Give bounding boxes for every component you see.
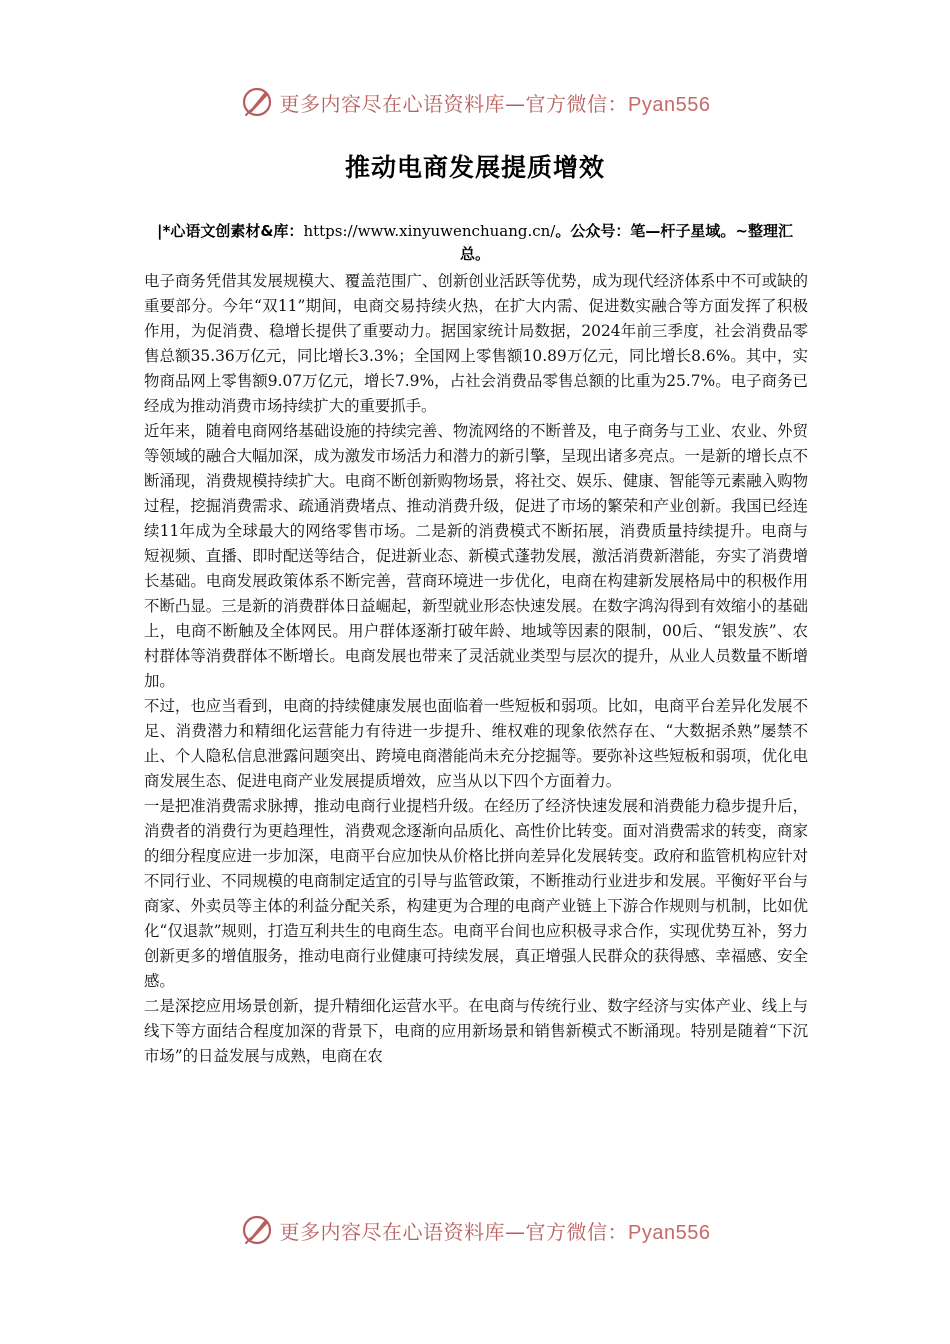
quill-pen-logo-icon xyxy=(240,85,274,119)
paragraph: 电子商务凭借其发展规模大、覆盖范围广、创新创业活跃等优势，成为现代经济体系中不可或缺的重要部分。今年“双11”期间，电商交易持续火热，在扩大内需、促进数实融合等方面发挥了积极作用，为促消费、稳增长提供了重要动力。据国家统计局数据，2024年前三季度，社会消费品零售总额35.36万亿元，同比增长3.3%；全国网上零售额10.89万亿元，同比增长8.6%。其中，实物商品网上零售额9.07万亿元，增长7.9%，占社会消费品零售总额的比重为25.7%。电子商务已经成为推动消费市场持续扩大的重要抓手。 xyxy=(144,272,808,415)
footer-banner xyxy=(0,1210,950,1250)
article-body xyxy=(144,269,808,1069)
header-banner xyxy=(0,82,950,122)
source-line xyxy=(143,220,807,266)
page-title: 推动电商发展提质增效 xyxy=(344,153,605,182)
paragraph: 二是深挖应用场景创新，提升精细化运营水平。在电商与传统行业、数字经济与实体产业、线上与线下等方面结合程度加深的背景下，电商的应用新场景和销售新模式不断涌现。特别是随着“下沉市场”的日益发展与成熟，电商在农 xyxy=(144,997,808,1065)
paragraph: 一是把准消费需求脉搏，推动电商行业提档升级。在经历了经济快速发展和消费能力稳步提升后，消费者的消费行为更趋理性，消费观念逐渐向品质化、高性价比转变。面对消费需求的转变，商家的细分程度应进一步加深，电商平台应加快从价格比拼向差异化发展转变。政府和监管机构应针对不同行业、不同规模的电商制定适宜的引导与监管政策，不断推动行业进步和发展。平衡好平台与商家、外卖员等主体的利益分配关系，构建更为合理的电商产业链上下游合作规则与机制，比如优化“仅退款”规则，打造互利共生的电商生态。电商平台间也应积极寻求合作，实现优势互补，努力创新更多的增值服务，推动电商行业健康可持续发展，真正增强人民群众的获得感、幸福感、安全感。 xyxy=(144,797,808,990)
banner-handle: Pyan556 xyxy=(628,93,711,116)
banner-text: 更多内容尽在心语资料库—官方微信：Pyan556 xyxy=(279,91,711,116)
paragraph: 不过，也应当看到，电商的持续健康发展也面临着一些短板和弱项。比如，电商平台差异化发展不足、消费潜力和精细化运营能力有待进一步提升、维权难的现象依然存在、“大数据杀熟”屡禁不止、个人隐私信息泄露问题突出、跨境电商潜能尚未充分挖掘等。要弥补这些短板和弱项，优化电商发展生态、促进电商产业发展提质增效，应当从以下四个方面着力。 xyxy=(144,697,808,790)
banner-handle: Pyan556 xyxy=(628,1221,711,1244)
quill-pen-logo-icon xyxy=(240,1213,274,1247)
banner-text: 更多内容尽在心语资料库—官方微信：Pyan556 xyxy=(279,1219,711,1244)
source-prefix: |*心语文创素材&库： xyxy=(157,222,304,240)
source-url[interactable]: https://www.xinyuwenchuang.cn/ xyxy=(303,222,556,240)
paragraph: 近年来，随着电商网络基础设施的持续完善、物流网络的不断普及，电子商务与工业、农业、外贸等领域的融合大幅加深，成为激发市场活力和潜力的新引擎，呈现出诸多亮点。一是新的增长点不断涌现，消费规模持续扩大。电商不断创新购物场景，将社交、娱乐、健康、智能等元素融入购物过程，挖掘消费需求、疏通消费堵点、推动消费升级，促进了市场的繁荣和产业创新。我国已经连续11年成为全球最大的网络零售市场。二是新的消费模式不断拓展，消费质量持续提升。电商与短视频、直播、即时配送等结合，促进新业态、新模式蓬勃发展，激活消费新潜能，夯实了消费增长基础。电商发展政策体系不断完善，营商环境进一步优化，电商在构建新发展格局中的积极作用不断凸显。三是新的消费群体日益崛起，新型就业形态快速发展。在数字鸿沟得到有效缩小的基础上，电商不断触及全体网民。用户群体逐渐打破年龄、地域等因素的限制，00后、“银发族”、农村群体等消费群体不断增长。电商发展也带来了灵活就业类型与层次的提升，从业人员数量不断增加。 xyxy=(144,422,808,690)
source-suffix: 。公众号：笔—杆子星域。~整理汇总。 xyxy=(459,222,793,263)
